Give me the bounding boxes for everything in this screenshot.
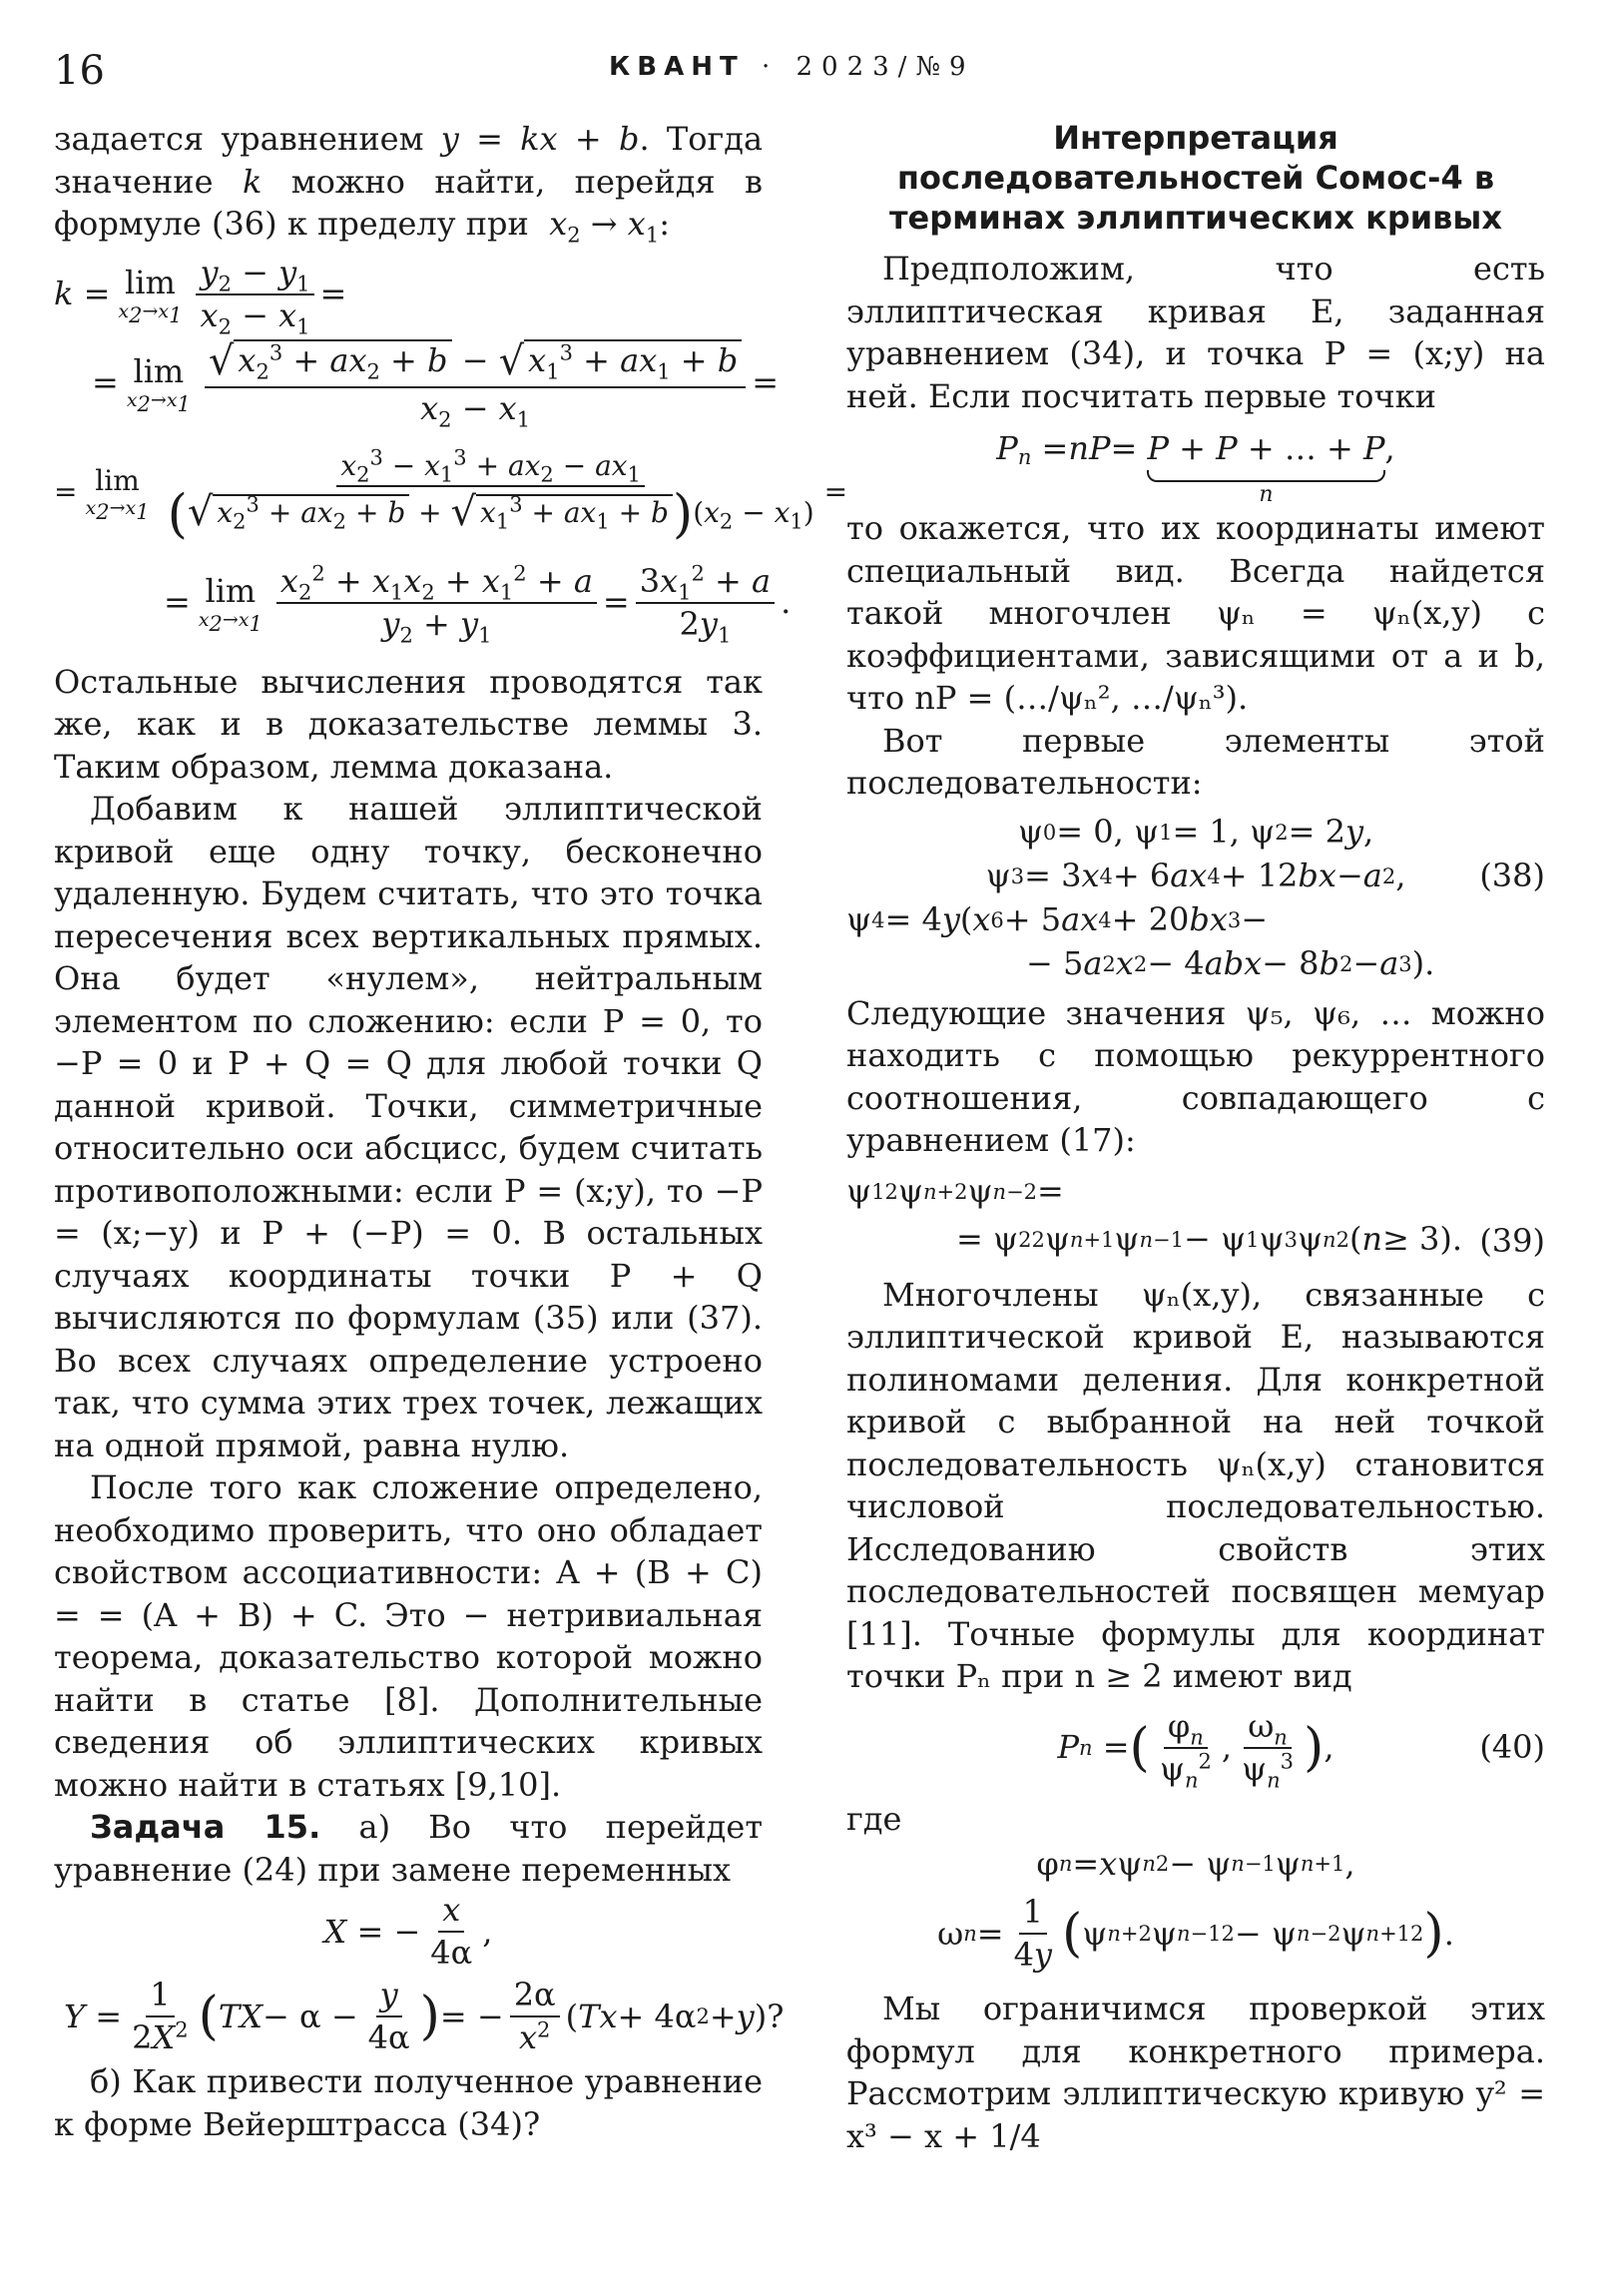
eq38-number: (38) — [1479, 856, 1545, 894]
eq-pn: P $_n$ = nP = P + P + … + P n , — [996, 429, 1395, 507]
journal-name: КВАНТ — [609, 52, 745, 82]
right-paragraph-6: Мы ограничимся проверкой этих формул для конкретного примера. Рассмотрим эллиптическую кривую y² = x³ − x + 1/4 — [846, 1990, 1545, 2155]
right-paragraph-4: Следующие значения ψ₅, ψ₆, … можно находить с помощью рекуррентного соотношения, совпадающего с уравнением (17): — [846, 993, 1545, 1159]
left-paragraph-4: После того как сложение определено, необходимо проверить, что оно обладает свойством ассоциативности: A + (B + C) = = (A + B) + C. Это − нетривиальная теорема, доказательство которой можно найти в статье [8]. Дополнительные сведения об эллиптических кривых можно найти в статьях [9,10]. — [54, 1468, 763, 1804]
right-column — [846, 118, 1545, 2157]
equation-38 — [846, 811, 1545, 986]
limit-line-2: = lim $x_2\to x_1$ $\frac{√ x_2^3 + ax_2 + b - √ x_1^3 + ax_1 + b}{x_2 - x_1}$ = — [92, 338, 780, 432]
eq38-line-2: ψ 3 = 3 x 4 + 6 ax 4 + 12 bx − a 2 , — [985, 857, 1406, 895]
left-paragraph-3: Добавим к нашей эллиптической кривой еще одну точку, бесконечно удаленную. Будем считать, что это точка пересечения всех вертикальных прямых. Она будет «нулем», нейтральным элементом по сложению: если P = 0, то −P = 0 и P + Q = Q для любой точки Q данной кривой. Точки, симметричные относительно оси абсцисс, будем считать противоположными: если P = (x;y), то −P = (x;−y) и P + (−P) = 0. В остальных случаях координаты точки P + Q вычисляются по формулам (35) или (37). Во всех случаях определение устроено так, что сумма этих трех точек, лежащих на одной прямой, равна нулю. — [54, 790, 763, 1464]
task-15 — [54, 1806, 763, 1891]
eq38-line-4: − 5 a 2 x 2 − 4 abx − 8 b 2 − a 3 ). — [1026, 944, 1435, 983]
eq39-line-2: = ψ 2 2 ψ n+1 ψ n−1 − ψ 1 ψ 3 ψ n 2 ( n ≥ 3). — [956, 1220, 1463, 1259]
issue-number: · 2023/№9 — [761, 52, 975, 82]
equation-40: P n = ( $\frac{\varphi_n}{\psi_n^2}$ , $\frac{\omega_n}{\psi_n^3}$ ) , (40) — [1057, 1706, 1545, 1792]
limit-line-1: k = lim $x_2\to x_1$ $\frac{y_2 - y_1}{x_2 - x_1}$ = — [54, 253, 347, 338]
section-heading: Интерпретация последовательностей Сомос-4 в терминах эллиптических кривых — [889, 119, 1502, 237]
limit-line-3: = lim $x_2\to x_1$ $\frac{x_2^3 - x_1^3 + ax_2 - ax_1}{(√ x_2^3 + ax_2 + b + √ x_1^3 + ax_1 + b)(x_2 - x_1)}$ = — [54, 446, 848, 545]
equation-39 — [846, 1168, 1545, 1264]
eq39-number: (39) — [1479, 1221, 1545, 1260]
right-paragraph-3: Вот первые элементы этой последовательности: — [846, 721, 1545, 802]
left-column — [54, 118, 848, 2145]
right-paragraph-2: то окажется, что их координаты имеют специальный вид. Всегда найдется такой многочлен ψₙ = ψₙ(x,y) с коэффициентами, зависящими от a и b, что nP = (…/ψₙ², …/ψₙ³). — [846, 509, 1545, 717]
running-header — [609, 52, 975, 82]
eq39-line-1: ψ 1 2 ψ n+2 ψ n−2 = — [846, 1172, 1064, 1211]
eq-phi: φ n = x ψ n 2 − ψ n−1 ψ n+1 , — [1036, 1844, 1355, 1883]
where-label: где — [846, 1799, 902, 1838]
task-eq-y: Y = $\frac{1}{2X^2}$ ( TX − α − $\frac{y}{4\alpha}$ ) = − $\frac{2\alpha}{x^2}$ ( Tx + 4α 2 + y )? — [64, 1976, 785, 2056]
left-paragraph-1-render: задается уравнением y = kx + b. Тогда значение k можно найти, перейдя в формуле (36) к пределу при $x_2 \to x_1$: — [54, 120, 764, 248]
task-15-label: Задача 15. — [90, 1808, 321, 1846]
task-15-equations — [54, 1891, 785, 2060]
right-paragraph-1: Предположим, что есть эллиптическая кривая E, заданная уравнением (34), и точка P = (x;y) на ней. Если посчитать первые точки — [846, 250, 1545, 415]
right-paragraph-5: Многочлены ψₙ(x,y), связанные с эллиптической кривой E, называются полиномами деления. Для конкретной кривой с выбранной на ней точкой последовательность ψₙ(x,y) становится числовой последовательностью. Исследованию свойств этих последовательностей посвящен мемуар [11]. Точные формулы для координат точки Pₙ при n ≥ 2 имеют вид — [846, 1275, 1545, 1695]
eq38-line-1: ψ 0 = 0, ψ 1 = 1, ψ 2 = 2 y , — [1017, 813, 1374, 852]
left-paragraph-2: Остальные вычисления проводятся так же, как и в доказательстве леммы 3. Таким образом, лемма доказана. — [54, 662, 763, 786]
page-number: 16 — [54, 48, 105, 94]
eq40-number: (40) — [1479, 1727, 1545, 1766]
limit-line-4: = lim $x_2\to x_1$ $\frac{x_2^2 + x_1x_2 + x_1^2 + a}{y_2 + y_1}$ = $\frac{3x_1^2 + a}{2y_1}$ . — [164, 561, 792, 647]
eq38-line-3: ψ 4 = 4 y ( x 6 + 5 ax 4 + 20 bx 3 − — [846, 900, 1269, 939]
task-15-part-b: б) Как привести полученное уравнение к форме Вейерштрасса (34)? — [54, 2062, 763, 2143]
task-eq-x: X = − $\frac{x}{4\alpha}$ , — [323, 1891, 493, 1972]
limit-derivation — [54, 253, 848, 653]
task-15-part-a: а) Во что перейдет уравнение (24) при замене переменных — [54, 1808, 764, 1889]
eq-omega: ω n = $\frac{1}{4y}$ ( ψ n+2 ψ n−1 2 − ψ n−2 ψ n+1 2 ) . — [937, 1893, 1454, 1974]
